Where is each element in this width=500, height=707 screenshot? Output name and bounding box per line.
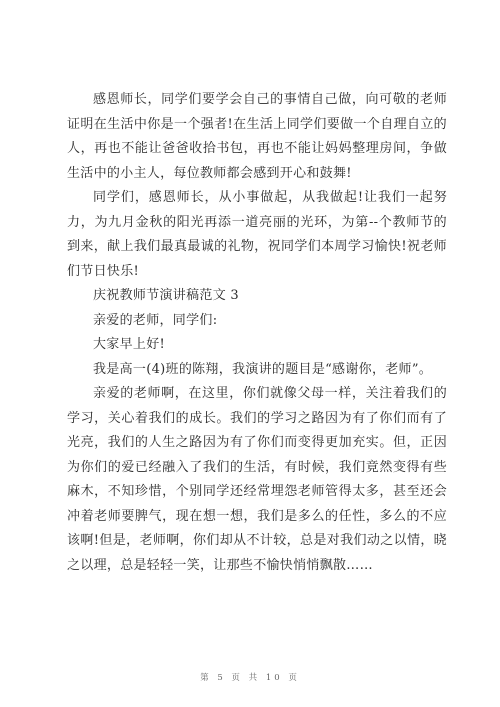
greeting: 大家早上好!	[93, 337, 166, 352]
paragraph-start-from-small-things: 同学们，感恩师长，从小事做起，从我做起!让我们一起努力，为九月金秋的阳光再添一道亮丽的光环，为第--个教师节的到来，献上我们最真最诚的礼物，祝同学们本周学习愉快!祝老师们节日快乐!	[67, 190, 447, 279]
paragraph-gratitude-self-reliance: 感恩师长，同学们要学会自己的事情自己做，向可敬的老师证明在生活中你是一个强者!在生活上同学们要做一个自理自立的人，再也不能让爸爸收拾书包，再也不能让妈妈整理房间，争做生活中的小主人，每位教师都会感到开心和鼓舞!	[67, 92, 447, 181]
paragraph-dear-teachers: 亲爱的老师啊，在这里，你们就像父母一样，关注着我们的学习，关心着我们的成长。我们的学习之路因为有了你们而有了光亮，我们的人生之路因为有了你们而变得更加充实。但，正因为你们的爱已经融入了我们的生活，有时候，我们竟然变得有些麻木，不知珍惜，个别同学还经常埋怨老师管得太多，甚至还会冲着老师要脾气，现在想一想，我们是多么的任性，多么的不应该啊!但是，老师啊，你们却从不计较，总是对我们动之以情，晓之以理，总是轻轻一笑，让那些不愉快悄悄飘散……	[67, 386, 447, 573]
salutation: 亲爱的老师，同学们:	[93, 312, 218, 328]
speaker-introduction: 我是高一(4)班的陈翔，我演讲的题目是“感谢你，老师”。	[93, 361, 433, 377]
document-body	[67, 88, 447, 578]
page-number-footer: 第 5 页 共 10 页	[200, 673, 300, 683]
section-heading: 庆祝教师节演讲稿范文 3	[93, 288, 240, 303]
